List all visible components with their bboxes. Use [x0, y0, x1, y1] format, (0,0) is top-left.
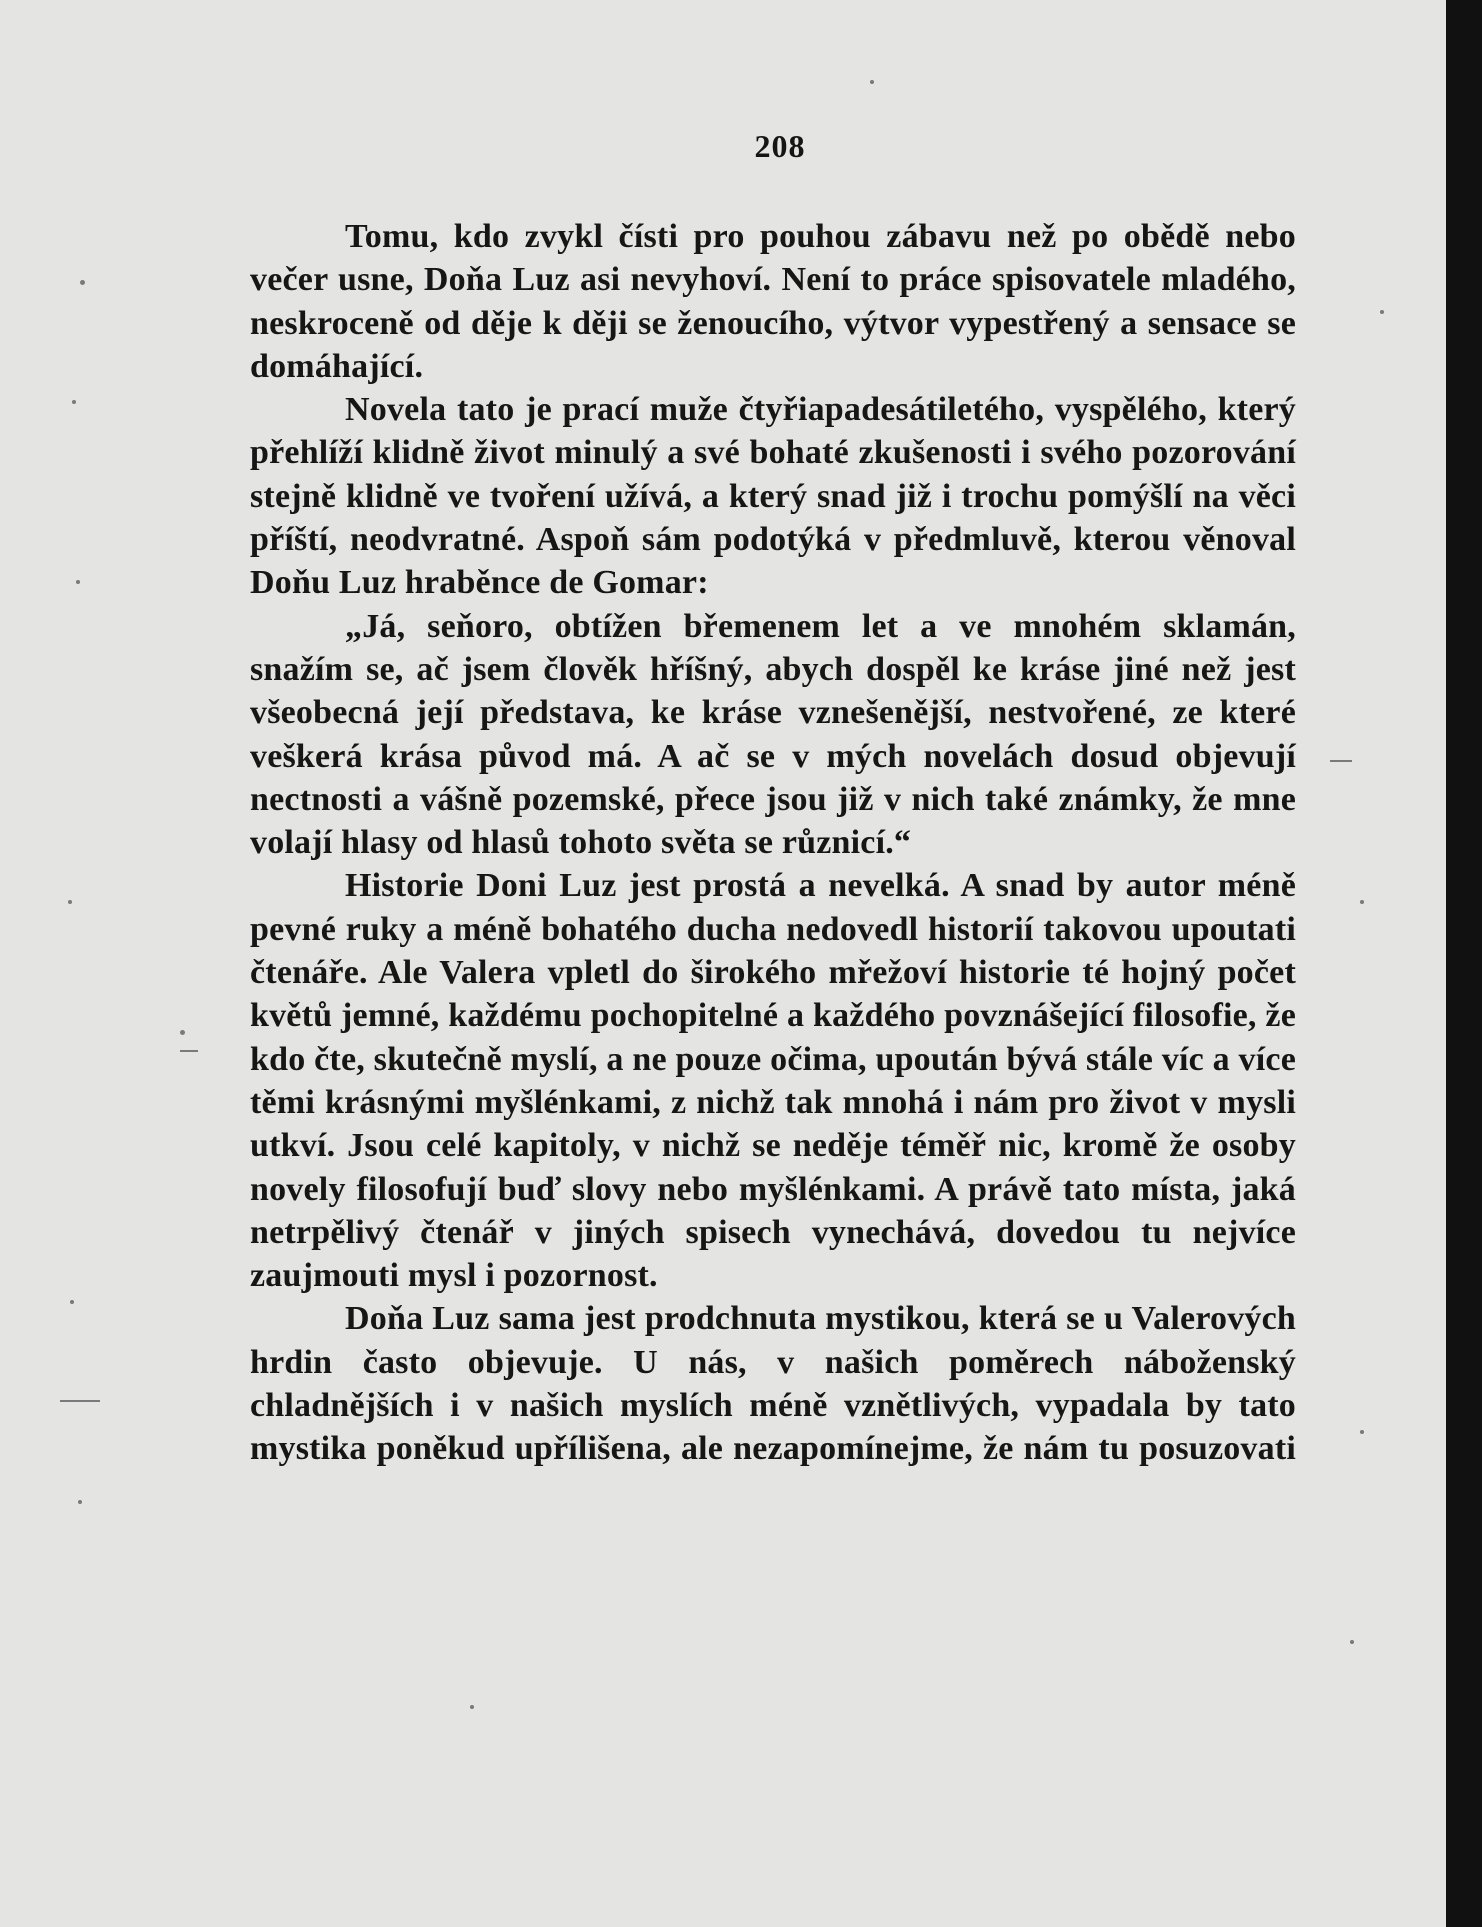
paragraph-5: Doňa Luz sama jest prodchnuta mystikou, která se u Valerových hrdin často objevuje. U nás, v našich poměrech náboženský chladnějších i v našich myslích méně vznětlivých, vypadala by tato mystika poněkud upřílišena, ale nezapomínejme, že nám tu posuzovati — [250, 1300, 1296, 1468]
scan-speck — [1330, 760, 1352, 762]
scan-speck — [180, 1050, 198, 1052]
scan-speck — [60, 1400, 100, 1402]
scan-speck — [1360, 1430, 1364, 1434]
paragraph-2: Novela tato je prací muže čtyřiapadesátiletého, vyspělého, který přehlíží klidně život minulý a své bohaté zkušenosti i svého pozorování stejně klidně ve tvoření užívá, a který snad již i trochu pomýšlí na věci příští, neodvratné. Aspoň sám podotýká v předmluvě, kterou věnoval Doňu Luz hraběnce de Gomar: — [250, 391, 1296, 602]
body-text — [250, 215, 1296, 1471]
scan-speck — [870, 80, 874, 84]
scan-speck — [80, 280, 85, 285]
scan-speck — [70, 1300, 74, 1304]
scan-speck — [180, 1030, 185, 1035]
scan-speck — [1380, 310, 1384, 314]
scan-speck — [76, 580, 80, 584]
scan-speck — [1350, 1640, 1354, 1644]
scan-speck — [470, 1705, 474, 1709]
paragraph-4: Historie Doni Luz jest prostá a nevelká. A snad by autor méně pevné ruky a méně bohatého ducha nedovedl historií takovou upoutati čtenáře. Ale Valera vpletl do širokého mřežoví historie té hojný počet květů jemné, každému pochopitelné a každého povznášející filosofie, že kdo čte, skutečně myslí, a ne pouze očima, upoután bývá stále víc a více těmi krásnými myšlénkami, z nichž tak mnohá i nám pro život v mysli utkví. Jsou celé kapitoly, v nichž se neděje téměř nic, kromě že osoby novely filosofují buď slovy nebo myšlénkami. A právě tato místa, jaká netrpělivý čtenář v jiných spisech vynechává, dovedou tu nejvíce zaujmouti mysl i pozornost. — [250, 867, 1296, 1295]
book-binding — [1446, 0, 1482, 1927]
scan-speck — [68, 900, 72, 904]
paragraph-3-quote: „Já, seňoro, obtížen břemenem let a ve mnohém sklamán, snažím se, ač jsem člověk hříšný, abych dospěl ke kráse jiné než jest všeobecná její představa, ke kráse vznešenější, nestvořené, ze které veškerá krása původ má. A ač se v mých novelách dosud objevují nectnosti a vášně pozemské, přece jsou již v nich také známky, že mne volají hlasy od hlasů tohoto světa se různicí.“ — [250, 607, 1296, 862]
scan-speck — [72, 400, 76, 404]
scan-speck — [78, 1500, 82, 1504]
paragraph-1: Tomu, kdo zvykl čísti pro pouhou zábavu než po obědě nebo večer usne, Doňa Luz asi nevyhoví. Není to práce spisovatele mladého, neskroceně od děje k ději se ženoucího, výtvor vypestřený a sensace se domáhající. — [250, 218, 1296, 385]
page-number: 208 — [754, 128, 806, 164]
scan-speck — [1360, 900, 1364, 904]
